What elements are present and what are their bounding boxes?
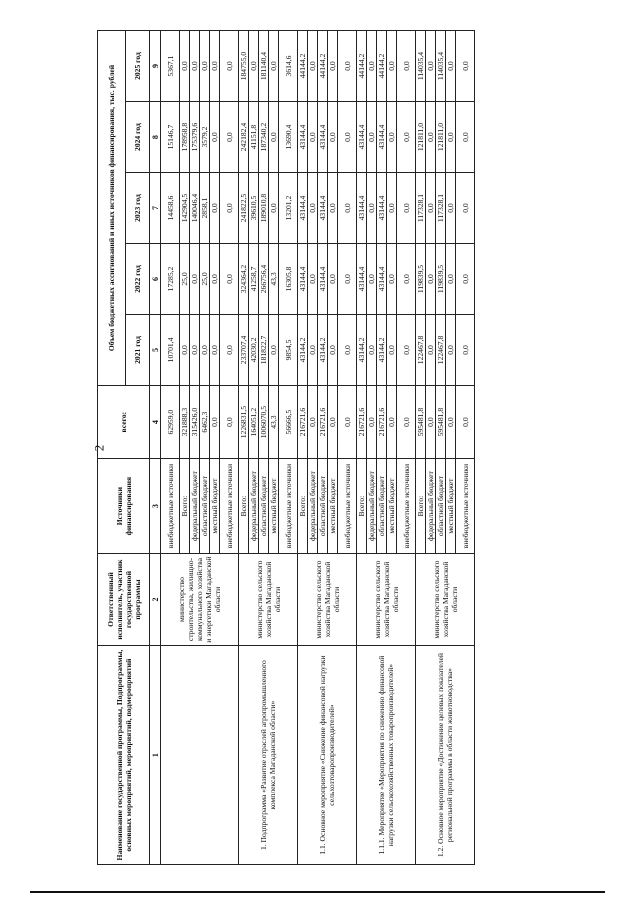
amount-cell: 56666,5	[279, 385, 298, 458]
funding-source-cell: внебюджетные источники	[279, 459, 298, 554]
amount-cell: 0,0	[456, 385, 475, 458]
amount-cell: 43144,4	[318, 244, 328, 315]
amount-cell: 0,0	[190, 244, 200, 315]
amount-cell: 0,0	[308, 314, 318, 385]
amount-cell: 184755,0	[239, 31, 249, 102]
amount-cell: 122467,8	[416, 314, 426, 385]
amount-cell: 2858,1	[200, 173, 210, 244]
amount-cell: 0,0	[397, 314, 416, 385]
bottom-rule	[30, 891, 605, 893]
amount-cell: 0,0	[397, 102, 416, 173]
funding-source-cell: местный бюджет	[210, 459, 220, 554]
funding-source-cell: областной бюджет	[377, 459, 387, 554]
amount-cell: 43144,4	[357, 244, 367, 315]
amount-cell: 43,3	[269, 244, 279, 315]
amount-cell: 0,0	[308, 173, 318, 244]
amount-cell: 595481,8	[416, 385, 426, 458]
header-executor: Ответственный исполнитель, участник государственной программы	[98, 553, 150, 645]
column-index: 5	[150, 314, 161, 385]
amount-cell: 216721,6	[357, 385, 367, 458]
amount-cell: 0,0	[220, 385, 239, 458]
amount-cell: 0,0	[426, 385, 436, 458]
program-name-cell: 1.1.1. Мероприятие «Мероприятия по снижению финансовой нагрузки сельскохозяйственных товаропроизводителей»	[357, 646, 416, 865]
funding-source-cell: местный бюджет	[328, 459, 338, 554]
amount-cell: 0,0	[446, 385, 456, 458]
header-source: Источники финансирования	[98, 459, 150, 554]
table-body	[161, 31, 475, 865]
amount-cell: 181822,7	[259, 314, 269, 385]
program-name-cell: 1. Подпрограмма «Развитие отраслей агропромышленного комплекса Магаданской области»	[239, 646, 298, 865]
amount-cell: 25,0	[180, 244, 190, 315]
column-index: 1	[150, 646, 161, 865]
funding-source-cell: Всего:	[416, 459, 426, 554]
column-index: 8	[150, 102, 161, 173]
amount-cell: 25,0	[200, 244, 210, 315]
amount-cell: 43144,2	[298, 314, 308, 385]
funding-source-cell: областной бюджет	[259, 459, 269, 554]
amount-cell: 1226831,5	[239, 385, 249, 458]
amount-cell: 0,0	[456, 102, 475, 173]
amount-cell: 0,0	[220, 244, 239, 315]
funding-source-cell: внебюджетные источники	[338, 459, 357, 554]
funding-source-cell: внебюджетные источники	[161, 459, 180, 554]
amount-cell: 0,0	[210, 385, 220, 458]
amount-cell: 43144,2	[357, 314, 367, 385]
amount-cell: 43144,4	[377, 102, 387, 173]
amount-cell: 187340,2	[259, 102, 269, 173]
amount-cell: 0,0	[397, 173, 416, 244]
amount-cell: 0,0	[210, 244, 220, 315]
header-year: 2025 год	[126, 31, 150, 102]
executor-cell: министерство сельского хозяйства Магаданской области	[357, 553, 416, 645]
amount-cell: 0,0	[456, 173, 475, 244]
amount-cell: 1006070,5	[259, 385, 269, 458]
amount-cell: 0,0	[446, 31, 456, 102]
header-year: 2023 год	[126, 173, 150, 244]
executor-cell: министерство сельского хозяйства Магаданской области	[239, 553, 298, 645]
amount-cell: 117328,1	[436, 173, 446, 244]
amount-cell: 9854,5	[279, 314, 298, 385]
amount-cell: 43144,4	[357, 102, 367, 173]
amount-cell: 0,0	[200, 31, 210, 102]
amount-cell: 0,0	[308, 244, 318, 315]
amount-cell: 0,0	[220, 173, 239, 244]
amount-cell: 0,0	[367, 244, 377, 315]
funding-source-cell: внебюджетные источники	[456, 459, 475, 554]
column-index: 6	[150, 244, 161, 315]
amount-cell: 0,0	[456, 31, 475, 102]
amount-cell: 0,0	[426, 244, 436, 315]
funding-source-cell: местный бюджет	[269, 459, 279, 554]
funding-source-cell: федеральный бюджет	[190, 459, 200, 554]
amount-cell: 0,0	[210, 314, 220, 385]
column-index: 9	[150, 31, 161, 102]
amount-cell: 0,0	[387, 173, 397, 244]
amount-cell: 119839,5	[416, 244, 426, 315]
table-row	[161, 31, 180, 865]
header-name: Наименование государственной программы, Подпрограммы, основных мероприятий, мероприятий, подмероприятий	[98, 646, 150, 865]
table-header	[98, 31, 161, 865]
amount-cell: 6462,3	[200, 385, 210, 458]
amount-cell: 0,0	[456, 244, 475, 315]
amount-cell: 0,0	[190, 314, 200, 385]
amount-cell: 14458,6	[161, 173, 180, 244]
amount-cell: 233707,4	[239, 314, 249, 385]
table-row	[416, 31, 426, 865]
amount-cell: 0,0	[426, 314, 436, 385]
amount-cell: 0,0	[426, 102, 436, 173]
funding-source-cell: областной бюджет	[318, 459, 328, 554]
amount-cell: 0,0	[367, 385, 377, 458]
amount-cell: 0,0	[269, 102, 279, 173]
funding-source-cell: федеральный бюджет	[426, 459, 436, 554]
amount-cell: 0,0	[210, 31, 220, 102]
amount-cell: 0,0	[387, 102, 397, 173]
amount-cell: 17285,2	[161, 244, 180, 315]
amount-cell: 43144,4	[377, 244, 387, 315]
header-budget-group: Объем бюджетных ассигнований и иных источников финансирования, тыс. рублей	[98, 31, 126, 386]
amount-cell: 3614,6	[279, 31, 298, 102]
amount-cell: 43144,4	[318, 102, 328, 173]
amount-cell: 0,0	[269, 173, 279, 244]
funding-source-cell: федеральный бюджет	[367, 459, 377, 554]
amount-cell: 216721,6	[377, 385, 387, 458]
funding-source-cell: федеральный бюджет	[308, 459, 318, 554]
amount-cell: 0,0	[446, 244, 456, 315]
header-total: всего:	[98, 385, 150, 458]
amount-cell: 0,0	[269, 31, 279, 102]
amount-cell: 0,0	[397, 244, 416, 315]
amount-cell: 241822,5	[239, 173, 249, 244]
amount-cell: 0,0	[367, 31, 377, 102]
amount-cell: 0,0	[220, 102, 239, 173]
budget-table	[97, 30, 475, 865]
amount-cell: 0,0	[387, 31, 397, 102]
funding-source-cell: местный бюджет	[387, 459, 397, 554]
amount-cell: 0,0	[328, 173, 338, 244]
amount-cell: 0,0	[338, 314, 357, 385]
amount-cell: 43144,4	[298, 173, 308, 244]
amount-cell: 10701,4	[161, 314, 180, 385]
page-number: 2	[91, 444, 107, 452]
header-year: 2024 год	[126, 102, 150, 173]
amount-cell: 0,0	[200, 314, 210, 385]
amount-cell: 43144,4	[357, 173, 367, 244]
funding-source-cell: местный бюджет	[446, 459, 456, 554]
amount-cell: 15146,7	[161, 102, 180, 173]
amount-cell: 43144,2	[377, 314, 387, 385]
amount-cell: 43144,4	[377, 173, 387, 244]
amount-cell: 0,0	[456, 314, 475, 385]
amount-cell: 44144,2	[357, 31, 367, 102]
funding-source-cell: областной бюджет	[200, 459, 210, 554]
amount-cell: 175379,6	[190, 102, 200, 173]
amount-cell: 114035,4	[436, 31, 446, 102]
table-row	[239, 31, 249, 865]
amount-cell: 44144,2	[298, 31, 308, 102]
table-row	[298, 31, 308, 865]
amount-cell: 13690,4	[279, 102, 298, 173]
amount-cell: 62959,0	[161, 385, 180, 458]
amount-cell: 242182,4	[239, 102, 249, 173]
amount-cell: 0,0	[338, 31, 357, 102]
amount-cell: 43,3	[269, 385, 279, 458]
amount-cell: 0,0	[387, 244, 397, 315]
header-year: 2022 год	[126, 244, 150, 315]
program-name-cell: 1.2. Основное мероприятие «Достижение целевых показателей региональной программы в области животноводства»	[416, 646, 475, 865]
funding-source-cell: внебюджетные источники	[220, 459, 239, 554]
amount-cell: 0,0	[338, 385, 357, 458]
amount-cell: 315426,0	[190, 385, 200, 458]
amount-cell: 16305,8	[279, 244, 298, 315]
amount-cell: 0,0	[328, 31, 338, 102]
amount-cell: 0,0	[446, 102, 456, 173]
amount-cell: 0,0	[308, 385, 318, 458]
amount-cell: 0,0	[328, 244, 338, 315]
amount-cell: 164051,2	[249, 385, 259, 458]
funding-source-cell: Всего:	[180, 459, 190, 554]
amount-cell: 3579,2	[200, 102, 210, 173]
amount-cell: 0,0	[367, 173, 377, 244]
program-name-cell: 1.1. Основное мероприятие «Снижение финансовой нагрузки сельхозтоваропроизводителей»	[298, 646, 357, 865]
funding-source-cell: Всего:	[298, 459, 308, 554]
table-row	[357, 31, 367, 865]
amount-cell: 42030,2	[249, 314, 259, 385]
amount-cell: 0,0	[387, 385, 397, 458]
amount-cell: 0,0	[446, 173, 456, 244]
column-index: 4	[150, 385, 161, 458]
column-index: 2	[150, 553, 161, 645]
amount-cell: 142904,5	[180, 173, 190, 244]
amount-cell: 43144,4	[298, 244, 308, 315]
funding-source-cell: областной бюджет	[436, 459, 446, 554]
amount-cell: 140046,4	[190, 173, 200, 244]
amount-cell: 181140,4	[259, 31, 269, 102]
funding-source-cell: внебюджетные источники	[397, 459, 416, 554]
amount-cell: 0,0	[338, 102, 357, 173]
executor-cell: министерство сельского хозяйства Магаданской области	[298, 553, 357, 645]
amount-cell: 0,0	[446, 314, 456, 385]
amount-cell: 0,0	[220, 314, 239, 385]
amount-cell: 0,0	[220, 31, 239, 102]
amount-cell: 39610,5	[249, 173, 259, 244]
amount-cell: 0,0	[367, 102, 377, 173]
amount-cell: 0,0	[338, 244, 357, 315]
amount-cell: 117328,1	[416, 173, 426, 244]
amount-cell: 44144,2	[377, 31, 387, 102]
amount-cell: 216721,6	[318, 385, 328, 458]
amount-cell: 0,0	[387, 314, 397, 385]
header-year: 2021 год	[126, 314, 150, 385]
amount-cell: 0,0	[190, 31, 200, 102]
amount-cell: 0,0	[210, 173, 220, 244]
amount-cell: 5367,1	[161, 31, 180, 102]
column-index-row	[150, 31, 161, 865]
amount-cell: 0,0	[308, 31, 318, 102]
amount-cell: 0,0	[397, 385, 416, 458]
column-index: 7	[150, 173, 161, 244]
amount-cell: 189010,8	[259, 173, 269, 244]
funding-source-cell: Всего:	[357, 459, 367, 554]
amount-cell: 43144,4	[318, 173, 328, 244]
amount-cell: 0,0	[328, 314, 338, 385]
amount-cell: 266756,4	[259, 244, 269, 315]
amount-cell: 41151,8	[249, 102, 259, 173]
amount-cell: 0,0	[180, 31, 190, 102]
amount-cell: 0,0	[426, 31, 436, 102]
amount-cell: 595481,8	[436, 385, 446, 458]
executor-cell: министерство строительства, жилищно-коммунального хозяйства и энергетики Магаданской области	[161, 553, 239, 645]
funding-source-cell: Всего:	[239, 459, 249, 554]
amount-cell: 44144,2	[318, 31, 328, 102]
amount-cell: 0,0	[397, 31, 416, 102]
amount-cell: 178958,8	[180, 102, 190, 173]
amount-cell: 0,0	[367, 314, 377, 385]
amount-cell: 121811,0	[436, 102, 446, 173]
program-name-cell	[161, 646, 239, 865]
amount-cell: 0,0	[210, 102, 220, 173]
executor-cell: министерство сельского хозяйства Магаданской области	[416, 553, 475, 645]
amount-cell: 321888,3	[180, 385, 190, 458]
amount-cell: 43144,4	[298, 102, 308, 173]
amount-cell: 119839,5	[436, 244, 446, 315]
funding-source-cell: федеральный бюджет	[249, 459, 259, 554]
amount-cell: 0,0	[426, 173, 436, 244]
column-index: 3	[150, 459, 161, 554]
amount-cell: 216721,6	[298, 385, 308, 458]
amount-cell: 0,0	[338, 173, 357, 244]
amount-cell: 13201,2	[279, 173, 298, 244]
amount-cell: 0,0	[328, 385, 338, 458]
amount-cell: 0,0	[308, 102, 318, 173]
amount-cell: 41258,7	[249, 244, 259, 315]
amount-cell: 0,0	[269, 314, 279, 385]
amount-cell: 121811,0	[416, 102, 426, 173]
amount-cell: 122467,8	[436, 314, 446, 385]
amount-cell: 114035,4	[416, 31, 426, 102]
amount-cell: 43144,2	[318, 314, 328, 385]
amount-cell: 0,0	[180, 314, 190, 385]
amount-cell: 0,0	[328, 102, 338, 173]
amount-cell: 324364,2	[239, 244, 249, 315]
amount-cell: 0,0	[249, 31, 259, 102]
rotated-table-container	[97, 30, 607, 865]
